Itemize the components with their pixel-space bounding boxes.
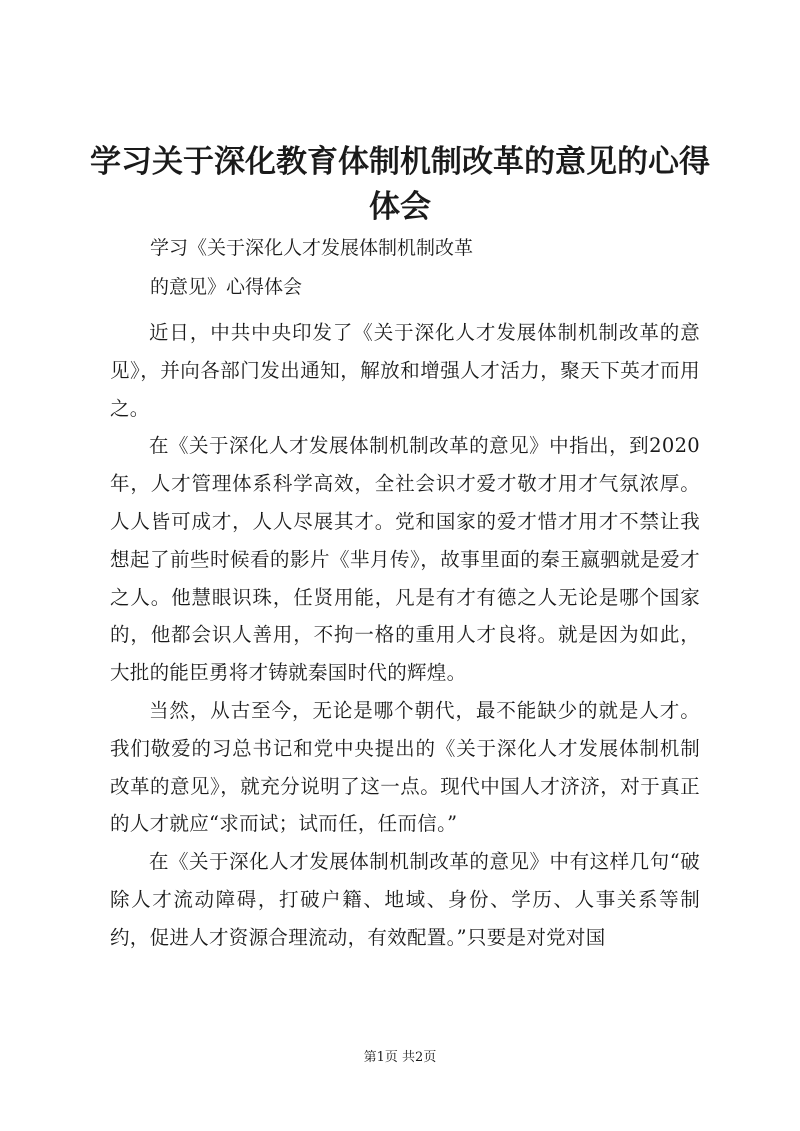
subtitle-line-1: 学习《关于深化人才发展体制机制改革: [150, 237, 474, 259]
page-number: 第1页 共2页: [363, 1050, 437, 1065]
paragraph: 在《关于深化人才发展体制机制改革的意见》中指出，到2020年，人才管理体系科学高效，全社会识才爱才敬才用才气氛浓厚。人人皆可成才，人人尽展其才。党和国家的爱才惜才用才不禁让我想起了前些时候看的影片《芈月传》，故事里面的秦王嬴驷就是爱才之人。他慧眼识珠，任贤用能，凡是有才有德之人无论是哪个国家的，他都会识人善用，不拘一格的重用人才良将。就是因为如此，大批的能臣勇将才铸就秦国时代的辉煌。: [110, 434, 700, 685]
document-body: [110, 314, 700, 957]
paragraph: 在《关于深化人才发展体制机制改革的意见》中有这样几句“破除人才流动障碍，打破户籍、地域、身份、学历、人事关系等制约，促进人才资源合理流动，有效配置。”只要是对党对国: [110, 850, 700, 949]
subtitle-line-2: 的意见》心得体会: [150, 276, 303, 298]
page-title: 学习关于深化教育体制机制改革的意见的心得体会: [90, 144, 710, 225]
paragraph: 当然，从古至今，无论是哪个朝代，最不能缺少的就是人才。我们敬爱的习总书记和党中央提出的《关于深化人才发展体制机制改革的意见》，就充分说明了这一点。现代中国人才济济，对于真正的人才就应“求而试；试而任，任而信。”: [110, 698, 700, 836]
paragraph: 近日，中共中央印发了《关于深化人才发展体制机制改革的意见》，并向各部门发出通知，解放和增强人才活力，聚天下英才而用之。: [110, 321, 700, 420]
